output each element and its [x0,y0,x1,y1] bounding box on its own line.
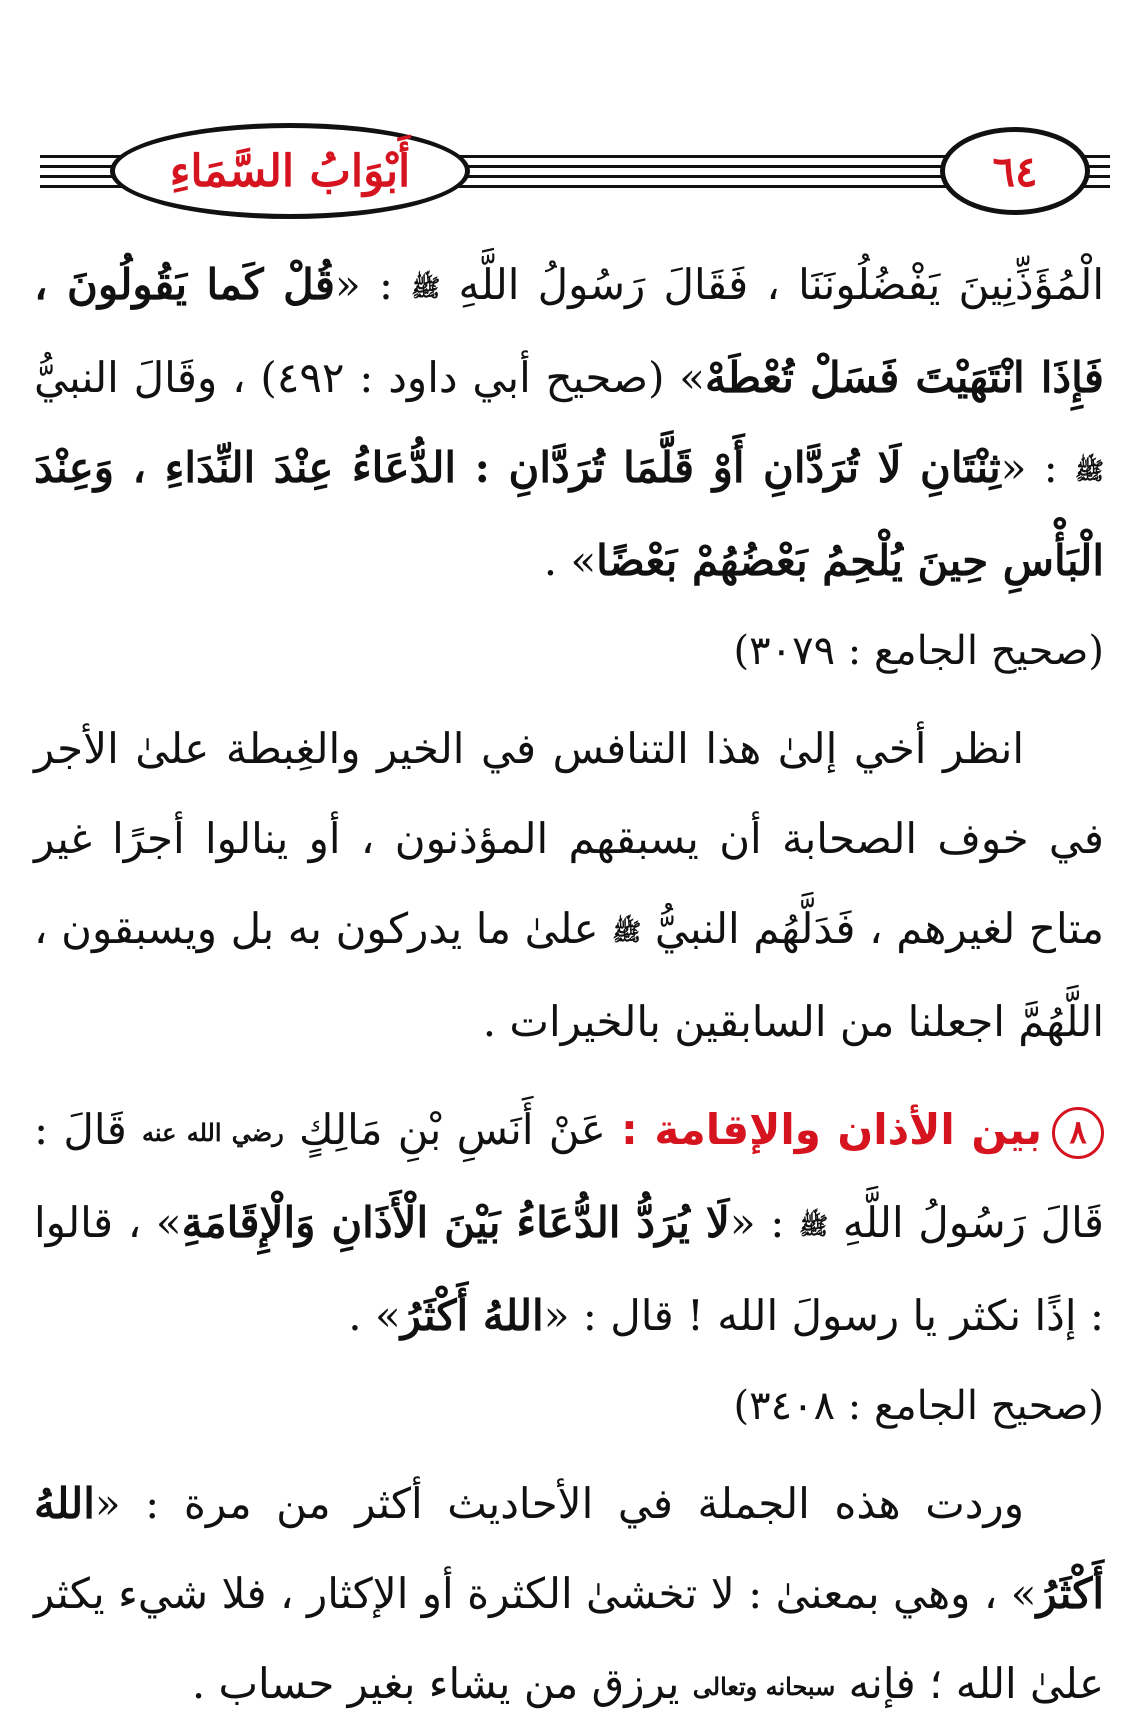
hadith-text: قُلْ كَما يَقُولُونَ ، فَإِذَا انْتَهَيْتَ فَسَلْ تُعْطَهْ [34,260,1104,402]
salawat-glyph: ﷺ [612,917,642,946]
reference-citation: (صحيح الجامع : ٣٠٧٩) [733,628,1104,674]
page-number: ٦٤ [992,146,1038,196]
page-title: أَبْوَابُ السَّمَاءِ [169,145,411,197]
body-text: يرزق من يشاء بغير حساب . [191,1659,680,1708]
hadith-text: لَا يُرَدُّ الدُّعَاءُ بَيْنَ الْأَذَانِ وَالْإِقَامَةِ [181,1198,730,1247]
body-text: : « [334,260,394,309]
body-text: » ، وهي بمعنىٰ : لا تخشىٰ الكثرة أو الإكثار ، فلا شيء يكثر علىٰ الله ؛ فإنه [34,1569,1104,1708]
page-number-oval [940,127,1090,215]
body-text: عَنْ أَنَسِ بْنِ مَالِكٍ [298,1105,606,1154]
hadith-text: ثِنْتَانِ لَا تُرَدَّانِ أَوْ قَلَّمَا تُرَدَّانِ : الدُّعَاءُ عِنْدَ النِّدَاءِ ، وَعِنْدَ الْبَأْسِ حِينَ يُلْحِمُ بَعْضُهُمْ بَعْضًا [34,443,1104,585]
section-heading: بين الأذان والإقامة : [621,1105,1043,1154]
hadith-text: اللهُ أَكْثَرُ [34,1479,1104,1618]
body-text: قَالَ : قَالَ رَسُولُ اللَّهِ [34,1105,1105,1247]
salawat-glyph: ﷺ [799,1211,829,1240]
body-text: » . [543,536,597,585]
reference-citation: (صحيح الجامع : ٣٤٠٨) [733,1383,1104,1429]
body-text: : « [729,1198,785,1247]
commentary-paragraph [34,1459,1104,1732]
body-text: » . [348,1291,401,1340]
title-oval [110,123,470,219]
body-text: الْمُؤَذِّنِينَ يَفْضُلُونَنَا ، فَقَالَ رَسُولُ اللَّهِ [458,260,1104,309]
body-text: » ، قالوا : إذًا نكثر يا رسولَ الله ! قال : « [34,1198,1104,1340]
section-number-badge: ٨ [1052,1107,1104,1159]
body-text: » (صحيح أبي داود : ٤٩٢) ، وقَالَ النبيُّ [34,353,705,402]
salawat-glyph: ﷺ [411,273,441,302]
hadith-paragraph [34,240,1104,606]
section-paragraph [34,1085,1104,1361]
subhanahu-glyph: سبحانه وتعالى [692,1672,836,1701]
body-text: وردت هذه الجملة في الأحاديث أكثر من مرة : « [94,1479,1024,1528]
body-text: علىٰ ما يدركون به بل ويسبقون ، اللَّهُمَّ اجعلنا من السابقين بالخيرات . [34,904,1104,1046]
hadith-text: اللهُ أَكْثَرُ [400,1291,544,1340]
body-text: انظر أخي إلىٰ هذا التنافس في الخير والغِبطة علىٰ الأجر في خوف الصحابة أن يسبقهم المؤذنون ، أو ينالوا أجرًا غير متاح لغيرهم ، فَدَلَّهُم النبيُّ [34,724,1104,953]
commentary-paragraph [34,704,1104,1067]
radiallahu-glyph: رضي الله عنه [142,1118,284,1147]
body-text: : « [1000,443,1058,492]
salawat-glyph: ﷺ [1075,456,1104,485]
page-body [34,240,1104,1732]
page-header [40,115,1110,225]
